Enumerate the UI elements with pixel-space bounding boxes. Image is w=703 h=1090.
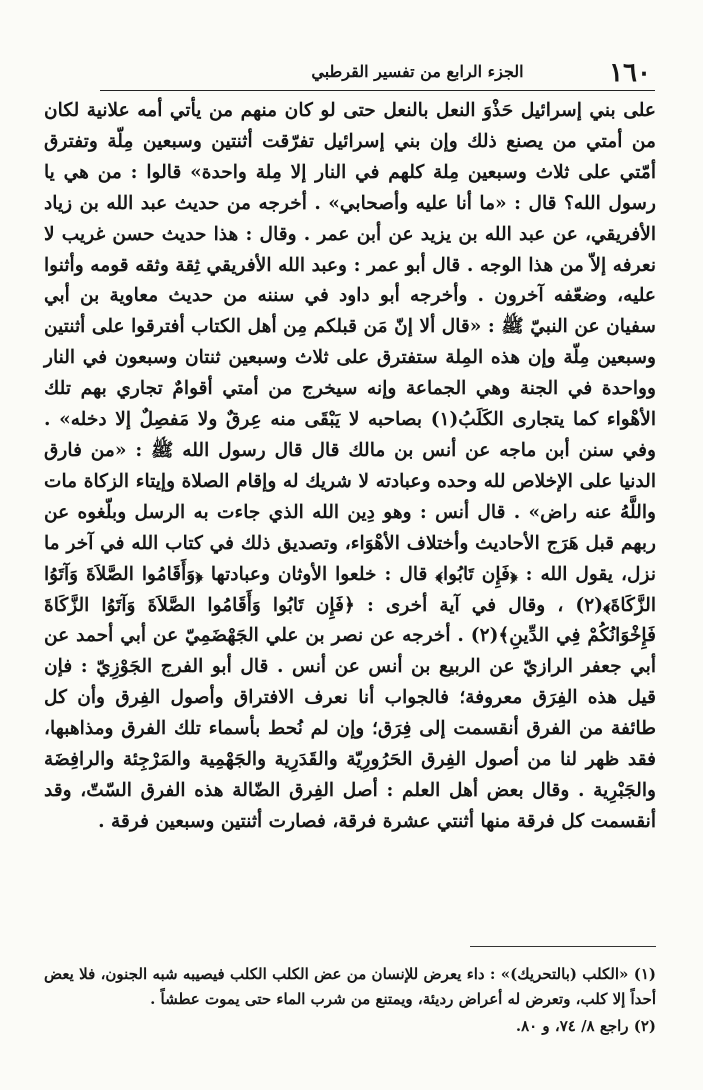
main-text [44, 96, 656, 838]
page-header [120, 56, 655, 90]
running-title: الجزء الرابع من تفسير القرطبي [311, 62, 524, 81]
footnote-divider [470, 946, 656, 947]
footnote-1: (١) «الكلب (بالتحريك)» : داء يعرض للإنسان من عض الكلب الكلب فيصيبه شبه الجنون، فلا يعض أحداً إلا كلب، وتعرض له أعراض رديئة، ويمتنع من شرب الماء حتى يموت عطشاً . [44, 965, 656, 1008]
body-paragraph: على بني إسرائيل حَذْوَ النعل بالنعل حتى لو كان منهم من يأتي أمه علانية لكان من أمتي من يصنع ذلك وإن بني إسرائيل تفرّقت أثنتين وسبعين مِلّة وتفترق أمّتي على ثلاث وسبعين مِلة كلهم في النار إلا مِلة واحدة» قالوا : من هي يا رسول الله؟ قال : «ما أنا عليه وأصحابي» . أخرجه من حديث عبد الله بن زياد الأفريقي، عن عبد الله بن يزيد عن أبن عمر . وقال : هذا حديث حسن غريب لا نعرفه إلاّ من هذا الوجه . قال أبو عمر : وعبد الله الأفريقي ثِقة وثقه قومه وأثنوا عليه، وضعّفه آخرون . وأخرجه أبو داود في سننه من حديث معاوية بن أبي سفيان عن النبيّ ﷺ : «قال ألا إنّ مَن قبلكم مِن أهل الكتاب أفترقوا على أثنتين وسبعين مِلّة وإن هذه المِلة ستفترق على ثلاث وسبعين ثنتان وسبعون في النار وواحدة في الجنة وهي الجماعة وإنه سيخرج من أمتي أقوامٌ تجاري بهم تلك الأهْواء كما يتجارى الكَلَبُ(١) بصاحبه لا يَبْقَى منه عِرقٌ ولا مَفصِلٌ إلا دخله» . وفي سنن أبن ماجه عن أنس بن مالك قال قال رسول الله ﷺ : «من فارق الدنيا على الإخلاص لله وحده وعبادته لا شريك له وإقام الصلاة وإيتاء الزكاة مات واللَّهُ عنه راض» . قال أنس : وهو دِين الله الذي جاءت به الرسل وبلّغوه عن ربهم قبل هَرَج الأحاديث وأختلاف الأهْوَاء، وتصديق ذلك في كتاب الله في آخر ما نزل، يقول الله : ﴿فَإِن تَابُوا﴾ قال : خلعوا الأوثان وعبادتها ﴿وَأَقَامُوا الصَّلاَةَ وَآتَوُا الزَّكَاةَ﴾(٢) ، وقال في آية أخرى : ﴿فَإِن تَابُوا وَأَقَامُوا الصَّلاَةَ وَآتَوُا الزَّكَاةَ فَإِخْوَانُكُمْ فِي الدِّينِ﴾(٢) . أخرجه عن نصر بن علي الجَهْضَمِيّ عن أبي أحمد عن أبي جعفر الرازيّ عن الربيع بن أنس عن أنس . قال أبو الفرج الجَوْزِيّ : فإن قيل هذه الفِرَق معروفة؛ فالجواب أنا نعرف الافتراق وأصول الفِرق وأن كل طائفة من الفرق أنقسمت إلى فِرَق؛ وإن لم نُحط بأسماء تلك الفرق ومذاهبها، فقد ظهر لنا من أصول الفِرق الحَرُورِيّة والقَدَرِية والجَهْمِية والمَرْجِئة والرافِضَة والجَبْرِية . وقال بعض أهل العلم : أصل الفِرق الضّالة هذه الفرق السّتّ، وقد أنقسمت كل فرقة منها أثنتي عشرة فرقة، فصارت أثنتين وسبعين فرقة . [44, 100, 656, 832]
header-divider [100, 90, 655, 91]
footnotes [44, 962, 656, 1041]
footnote-2: (٢) راجع ٨/ ٧٤، و ٨٠. [515, 1017, 656, 1035]
page-number: ١٦٠ [609, 58, 651, 88]
